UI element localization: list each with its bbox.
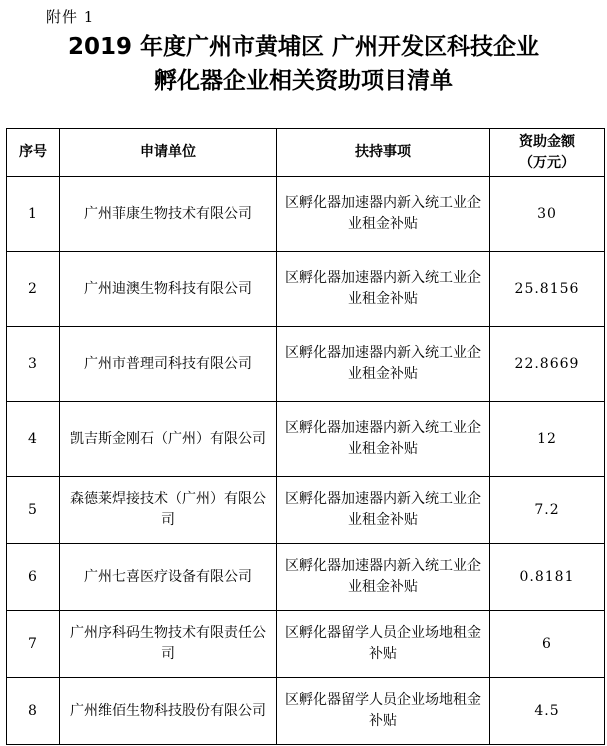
cell-amount: 4.5 xyxy=(490,678,605,745)
table-row xyxy=(7,327,605,402)
cell-applicant: 广州市普理司科技有限公司 xyxy=(60,327,277,402)
cell-item: 区孵化器留学人员企业场地租金补贴 xyxy=(277,611,490,678)
cell-item: 区孵化器加速器内新入统工业企业租金补贴 xyxy=(277,402,490,477)
cell-seq: 4 xyxy=(7,402,60,477)
cell-amount: 30 xyxy=(490,177,605,252)
cell-amount: 22.8669 xyxy=(490,327,605,402)
cell-amount: 25.8156 xyxy=(490,252,605,327)
cell-applicant: 广州序科码生物技术有限责任公司 xyxy=(60,611,277,678)
table-row xyxy=(7,252,605,327)
cell-applicant: 广州维佰生物科技股份有限公司 xyxy=(60,678,277,745)
header-item: 扶持事项 xyxy=(277,129,490,177)
cell-seq: 5 xyxy=(7,477,60,544)
cell-seq: 8 xyxy=(7,678,60,745)
cell-seq: 7 xyxy=(7,611,60,678)
table-row xyxy=(7,177,605,252)
cell-amount: 0.8181 xyxy=(490,544,605,611)
cell-applicant: 广州菲康生物技术有限公司 xyxy=(60,177,277,252)
table-row xyxy=(7,611,605,678)
cell-item: 区孵化器加速器内新入统工业企业租金补贴 xyxy=(277,177,490,252)
cell-amount: 6 xyxy=(490,611,605,678)
header-amount xyxy=(490,129,605,177)
cell-applicant: 广州七喜医疗设备有限公司 xyxy=(60,544,277,611)
header-applicant: 申请单位 xyxy=(60,129,277,177)
cell-seq: 2 xyxy=(7,252,60,327)
table-header-row xyxy=(7,129,605,177)
cell-item: 区孵化器加速器内新入统工业企业租金补贴 xyxy=(277,252,490,327)
annex-label: 附件 1 xyxy=(46,8,95,26)
table-row xyxy=(7,402,605,477)
header-seq: 序号 xyxy=(7,129,60,177)
table-row xyxy=(7,678,605,745)
cell-applicant: 森德莱焊接技术（广州）有限公司 xyxy=(60,477,277,544)
cell-amount: 7.2 xyxy=(490,477,605,544)
cell-applicant: 广州迪澳生物科技有限公司 xyxy=(60,252,277,327)
cell-amount: 12 xyxy=(490,402,605,477)
cell-seq: 3 xyxy=(7,327,60,402)
cell-item: 区孵化器加速器内新入统工业企业租金补贴 xyxy=(277,327,490,402)
funding-table xyxy=(6,128,605,745)
cell-item: 区孵化器留学人员企业场地租金补贴 xyxy=(277,678,490,745)
cell-item: 区孵化器加速器内新入统工业企业租金补贴 xyxy=(277,477,490,544)
table-row xyxy=(7,544,605,611)
cell-item: 区孵化器加速器内新入统工业企业租金补贴 xyxy=(277,544,490,611)
document-title-line2: 孵化器企业相关资助项目清单 xyxy=(154,68,453,94)
cell-applicant: 凯吉斯金刚石（广州）有限公司 xyxy=(60,402,277,477)
cell-seq: 6 xyxy=(7,544,60,611)
header-amount-line1: 资助金额 xyxy=(519,133,575,150)
header-amount-line2: （万元） xyxy=(519,154,575,171)
table-row xyxy=(7,477,605,544)
document-title-line1: 2019 年度广州市黄埔区 广州开发区科技企业 xyxy=(67,34,540,60)
cell-seq: 1 xyxy=(7,177,60,252)
